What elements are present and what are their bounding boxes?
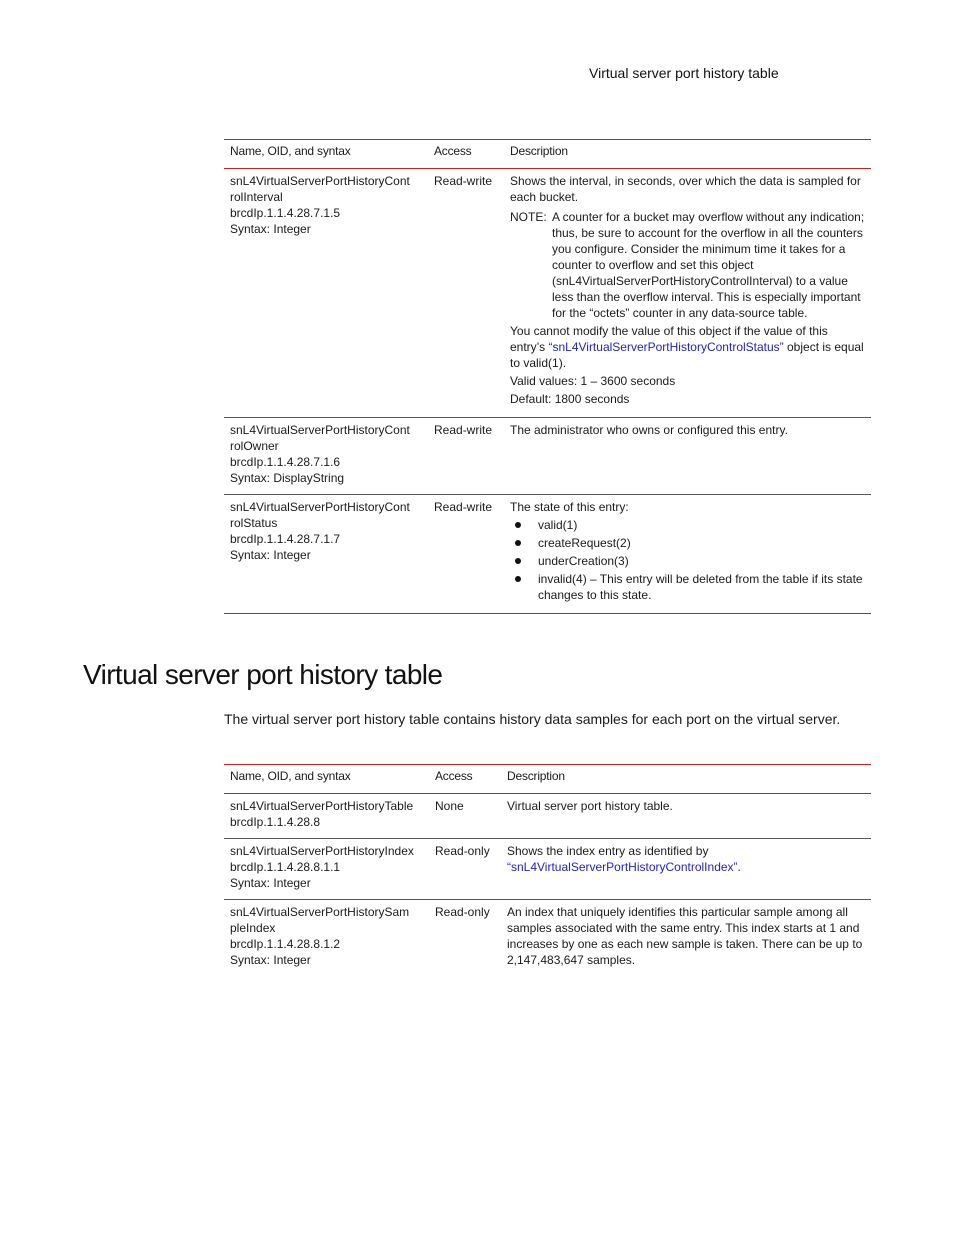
bullet-icon bbox=[515, 540, 521, 546]
description-text: The state of this entry: bbox=[510, 500, 629, 514]
modify-text: You cannot modify the value of this object if the value of this entry’s bbox=[510, 324, 828, 354]
table-row bbox=[224, 169, 871, 418]
object-syntax: Syntax: Integer bbox=[230, 953, 311, 967]
mib-table-control bbox=[224, 139, 871, 614]
table-header-row bbox=[224, 765, 871, 794]
valid-values: Valid values: 1 – 3600 seconds bbox=[510, 374, 676, 388]
list-item bbox=[510, 553, 865, 569]
modify-paragraph bbox=[510, 323, 865, 371]
header-name-oid-syntax: Name, OID, and syntax bbox=[230, 144, 351, 158]
default-value: Default: 1800 seconds bbox=[510, 392, 630, 406]
description-cell: An index that uniquely identifies this particular sample among all samples associated with the same entry. This index starts at 1 and increases by one as each new sample is taken. There can be up to 2,147,483,647 samples. bbox=[507, 905, 863, 967]
object-name-line: snL4VirtualServerPortHistoryCont bbox=[230, 174, 410, 188]
object-name: snL4VirtualServerPortHistoryIndex bbox=[230, 844, 414, 858]
access-cell: Read-write bbox=[434, 500, 493, 514]
bullet-icon bbox=[515, 522, 521, 528]
modify-text-end: object is equal to valid(1). bbox=[510, 340, 864, 370]
header-description: Description bbox=[507, 769, 565, 783]
name-cell bbox=[224, 418, 428, 495]
control-index-link[interactable]: “snL4VirtualServerPortHistoryControlIndex” bbox=[507, 860, 738, 874]
state-list bbox=[510, 517, 865, 603]
access-cell: Read-write bbox=[434, 174, 493, 188]
list-item-text: invalid(4) – This entry will be deleted from the table if its state changes to this state. bbox=[538, 572, 863, 602]
object-syntax: Syntax: Integer bbox=[230, 876, 311, 890]
access-cell: Read-only bbox=[435, 905, 490, 919]
table-row bbox=[224, 839, 871, 900]
control-status-link[interactable]: “snL4VirtualServerPortHistoryControlStatus” bbox=[548, 340, 784, 354]
table-row bbox=[224, 900, 871, 977]
access-cell: None bbox=[435, 799, 464, 813]
object-name-line: snL4VirtualServerPortHistorySam bbox=[230, 905, 410, 919]
object-oid: brcdIp.1.1.4.28.7.1.6 bbox=[230, 455, 341, 469]
description-text-end: . bbox=[737, 860, 741, 874]
object-name-line: rolInterval bbox=[230, 190, 283, 204]
object-oid: brcdIp.1.1.4.28.8 bbox=[230, 815, 321, 829]
name-cell bbox=[224, 495, 428, 614]
description-cell bbox=[504, 169, 871, 418]
bullet-icon bbox=[515, 576, 521, 582]
list-item-text: valid(1) bbox=[538, 518, 578, 532]
mib-table-history bbox=[224, 764, 871, 976]
name-cell bbox=[224, 169, 428, 418]
description-text: Shows the index entry as identified by bbox=[507, 844, 709, 858]
object-syntax: Syntax: DisplayString bbox=[230, 471, 345, 485]
list-item bbox=[510, 571, 865, 603]
table-row bbox=[224, 418, 871, 495]
description-cell bbox=[501, 839, 871, 900]
running-header: Virtual server port history table bbox=[589, 65, 779, 81]
object-name-line: snL4VirtualServerPortHistoryCont bbox=[230, 423, 410, 437]
list-item bbox=[510, 517, 865, 533]
object-name-line: rolOwner bbox=[230, 439, 279, 453]
name-cell bbox=[224, 900, 429, 977]
description-cell: Virtual server port history table. bbox=[507, 799, 673, 813]
header-access: Access bbox=[434, 144, 472, 158]
description-cell: The administrator who owns or configured this entry. bbox=[510, 423, 788, 437]
list-item-text: createRequest(2) bbox=[538, 536, 631, 550]
access-cell: Read-write bbox=[434, 423, 493, 437]
object-oid: brcdIp.1.1.4.28.7.1.7 bbox=[230, 532, 341, 546]
object-oid: brcdIp.1.1.4.28.7.1.5 bbox=[230, 206, 341, 220]
bullet-icon bbox=[515, 558, 521, 564]
note-label: NOTE: bbox=[510, 210, 547, 224]
section-intro: The virtual server port history table contains history data samples for each port on the virtual server. bbox=[224, 711, 841, 727]
note-text: A counter for a bucket may overflow without any indication; thus, be sure to account for the overflow in all the counters you configure. Consider the minimum time it takes for a counter to overflow and set this object (snL4VirtualServerPortHistoryControlInterval) to a value less than the overflow interval. This is especially important for the “octets” counter in any data-source table. bbox=[552, 210, 865, 320]
header-access: Access bbox=[435, 769, 473, 783]
header-description: Description bbox=[510, 144, 568, 158]
header-name-oid-syntax: Name, OID, and syntax bbox=[230, 769, 351, 783]
access-cell: Read-only bbox=[435, 844, 490, 858]
object-name-line: snL4VirtualServerPortHistoryCont bbox=[230, 500, 410, 514]
section-title: Virtual server port history table bbox=[83, 659, 443, 690]
object-name-line: pleIndex bbox=[230, 921, 276, 935]
object-name-line: rolStatus bbox=[230, 516, 278, 530]
object-oid: brcdIp.1.1.4.28.8.1.2 bbox=[230, 937, 341, 951]
object-syntax: Syntax: Integer bbox=[230, 222, 311, 236]
table-header-row bbox=[224, 140, 871, 169]
name-cell bbox=[224, 839, 429, 900]
list-item bbox=[510, 535, 865, 551]
object-syntax: Syntax: Integer bbox=[230, 548, 311, 562]
note-block bbox=[510, 209, 865, 321]
object-name: snL4VirtualServerPortHistoryTable bbox=[230, 799, 414, 813]
table-row bbox=[224, 495, 871, 614]
table-row bbox=[224, 794, 871, 839]
name-cell bbox=[224, 794, 429, 839]
description-cell bbox=[504, 495, 871, 614]
description-text: Shows the interval, in seconds, over which the data is sampled for each bucket. bbox=[510, 174, 861, 204]
object-oid: brcdIp.1.1.4.28.8.1.1 bbox=[230, 860, 341, 874]
list-item-text: underCreation(3) bbox=[538, 554, 629, 568]
